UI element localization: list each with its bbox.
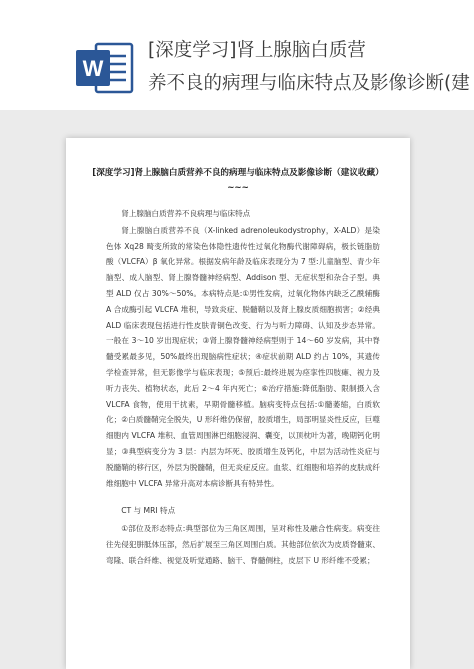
section-paragraph: ①部位及形态特点:典型部位为三角区周围，呈对称性及融合性病变。病变往往先侵犯胼胝体压部，然后扩展至三角区周围白质。其他部位依次为皮质脊髓束、弯隆、联合纤维、视觉及听觉通路、脑干、脊髓侧柱，皮层下 U 形纤维不受累； — [106, 524, 380, 565]
word-document-icon — [74, 40, 136, 96]
doc-title[interactable] — [148, 34, 474, 100]
document-header — [0, 0, 474, 110]
section-heading: CT 与 MRI 特点 — [121, 506, 176, 516]
word-icon-letter: W — [82, 56, 104, 81]
page-title: [深度学习]肾上腺脑白质营养不良的病理与临床特点及影像诊断（建议收藏） ~~~ — [92, 168, 384, 193]
paragraph-body: 肾上腺脑白质营养不良（X-linked adrenoleukodystrophy，X-ALD）是染色体 Xq28 畸变所致的常染色体隐性遗传性过氧化物酶代谢障碍病，极长链脂肪酸（VLCFA）β 氧化异常。根据发病年龄及临床表现分为 7 型:儿童脑型、青少年脑型、成人脑型、肾上腺脊髓神经病型、Addison 型、无症状型和杂合子型。典型 ALD 仅占 30%～50%。本病特点是:①男性发病，过氧化物体内缺乏乙酰辅酶 A 合成酶引起 VLCFA 堆积，导致炎症、脱髓鞘以及肾上腺皮质细胞损害；②经典 ALD 临床表现包括进行性皮肤青铜色改变、行为与听力障碍、认知及步态异常。一般在 3～10 岁出现症状；③肾上腺脊髓神经病型则于 14～60 岁发病，其中脊髓受累最多见，50%最终出现脑病性症状；④症状前期 ALD 约占 10%，其遗传学检查异常，但无影像学与临床表现；⑤预后:最终进展为痉挛性四肢瘫、视力及听力丧失、植物状态，此后 2～4 年内死亡；⑥治疗措施:降低脂肪、限制摄入含 VLCFA 食物，使用干扰素，早期骨髓移植。脑病变特点包括:①髓萎缩，白质软化；②白质髓鞘完全脱失，U 形纤维仍保留，胶质增生，局部明显炎性反应，巨噬细胞内 VLCFA 堆积、血管周围淋巴细胞浸润、囊变，以顶枕叶为著，晚期钙化明显；③典型病变分为 3 层：内层为坏死、胶质增生及钙化，中层为活动性炎症与脱髓鞘的移行区，外层为脱髓鞘，但无炎症反应。血浆、红细胞和培养的皮肤成纤维细胞中 VLCFA 异常升高对本病诊断具有特异性。 — [106, 225, 380, 488]
doc-title-line-1: [深度学习]肾上腺脑白质营 — [148, 40, 366, 61]
doc-title-line-2: 养不良的病理与临床特点及影像诊断(建 — [148, 73, 470, 94]
paragraph-heading: 肾上腺脑白质营养不良病理与临床特点 — [121, 209, 251, 218]
document-page — [66, 138, 410, 669]
